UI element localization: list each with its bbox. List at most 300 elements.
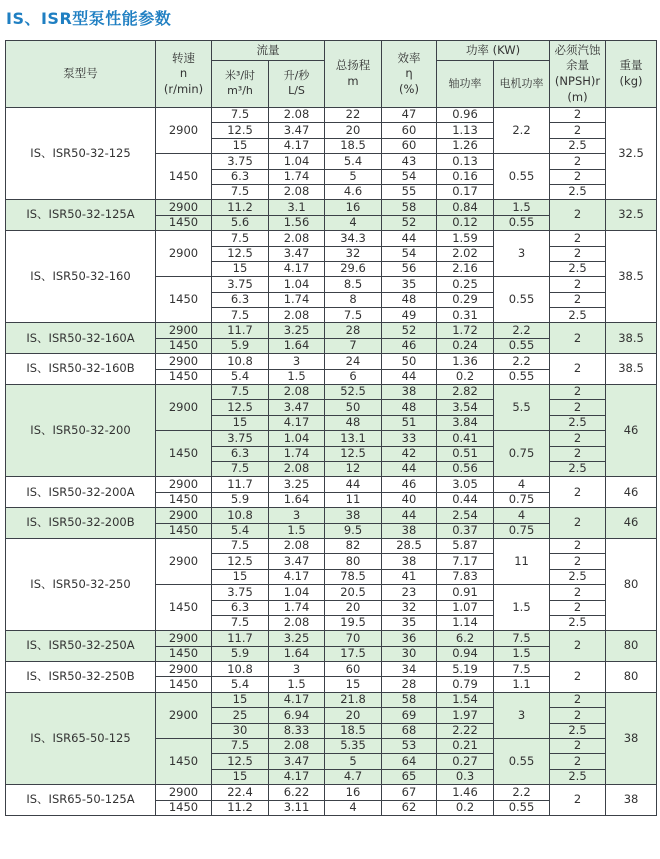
- flow-m3h-cell: 25: [212, 708, 269, 723]
- flow-m3h-cell: 11.2: [212, 800, 269, 815]
- motor-power-cell: 5.5: [494, 385, 550, 431]
- efficiency-cell: 23: [382, 585, 437, 600]
- head-cell: 13.1: [325, 431, 382, 446]
- motor-power-cell: 3: [494, 692, 550, 738]
- head-cell: 28: [325, 323, 382, 338]
- flow-ls-cell: 2.08: [269, 108, 325, 123]
- flow-m3h-cell: 6.3: [212, 600, 269, 615]
- model-cell: IS、ISR50-32-160A: [6, 323, 156, 354]
- model-cell: IS、ISR65-50-125A: [6, 785, 156, 816]
- shaft-power-cell: 0.79: [437, 677, 494, 692]
- flow-ls-cell: 1.64: [269, 646, 325, 661]
- shaft-power-cell: 6.2: [437, 631, 494, 646]
- flow-m3h-cell: 22.4: [212, 785, 269, 800]
- weight-cell: 80: [606, 631, 657, 662]
- npsh-cell: 2: [550, 246, 606, 261]
- header-motor-power: 电机功率: [494, 61, 550, 108]
- motor-power-cell: 0.75: [494, 492, 550, 507]
- head-cell: 16: [325, 200, 382, 215]
- shaft-power-cell: 0.24: [437, 338, 494, 353]
- flow-m3h-cell: 7.5: [212, 461, 269, 476]
- speed-cell: 1450: [156, 585, 212, 631]
- shaft-power-cell: 2.16: [437, 261, 494, 276]
- motor-power-cell: 0.55: [494, 369, 550, 384]
- flow-m3h-cell: 5.4: [212, 523, 269, 538]
- efficiency-cell: 58: [382, 692, 437, 707]
- flow-ls-cell: 1.74: [269, 600, 325, 615]
- weight-cell: 80: [606, 662, 657, 693]
- speed-cell: 2900: [156, 538, 212, 584]
- efficiency-cell: 41: [382, 569, 437, 584]
- flow-ls-cell: 1.74: [269, 292, 325, 307]
- flow-ls-cell: 2.08: [269, 739, 325, 754]
- flow-m3h-cell: 7.5: [212, 385, 269, 400]
- efficiency-cell: 48: [382, 292, 437, 307]
- flow-ls-cell: 1.04: [269, 154, 325, 169]
- shaft-power-cell: 2.02: [437, 246, 494, 261]
- head-cell: 8: [325, 292, 382, 307]
- motor-power-cell: 7.5: [494, 662, 550, 677]
- head-cell: 4: [325, 215, 382, 230]
- npsh-cell: 2: [550, 108, 606, 123]
- header-model: 泵型号: [6, 41, 156, 108]
- flow-m3h-cell: 3.75: [212, 154, 269, 169]
- head-cell: 44: [325, 477, 382, 492]
- speed-cell: 2900: [156, 108, 212, 154]
- efficiency-cell: 44: [382, 508, 437, 523]
- speed-cell: 2900: [156, 231, 212, 277]
- efficiency-cell: 50: [382, 354, 437, 369]
- efficiency-cell: 40: [382, 492, 437, 507]
- efficiency-cell: 35: [382, 277, 437, 292]
- speed-cell: 2900: [156, 323, 212, 338]
- speed-cell: 1450: [156, 677, 212, 692]
- flow-ls-cell: 4.17: [269, 138, 325, 153]
- head-cell: 15: [325, 677, 382, 692]
- flow-ls-cell: 3.47: [269, 400, 325, 415]
- speed-cell: 1450: [156, 277, 212, 323]
- flow-m3h-cell: 12.5: [212, 754, 269, 769]
- table-row: [6, 108, 657, 123]
- weight-cell: 32.5: [606, 200, 657, 231]
- npsh-cell: 2.5: [550, 261, 606, 276]
- flow-m3h-cell: 15: [212, 569, 269, 584]
- flow-m3h-cell: 11.7: [212, 631, 269, 646]
- flow-m3h-cell: 5.4: [212, 677, 269, 692]
- flow-ls-cell: 2.08: [269, 615, 325, 630]
- flow-ls-cell: 3.47: [269, 246, 325, 261]
- efficiency-cell: 48: [382, 400, 437, 415]
- flow-ls-cell: 3.25: [269, 477, 325, 492]
- flow-m3h-cell: 6.3: [212, 169, 269, 184]
- efficiency-cell: 54: [382, 246, 437, 261]
- flow-ls-cell: 3.1: [269, 200, 325, 215]
- head-cell: 9.5: [325, 523, 382, 538]
- flow-ls-cell: 1.74: [269, 446, 325, 461]
- npsh-cell: 2: [550, 554, 606, 569]
- motor-power-cell: 0.75: [494, 523, 550, 538]
- flow-m3h-cell: 12.5: [212, 246, 269, 261]
- speed-cell: 2900: [156, 354, 212, 369]
- npsh-cell: 2: [550, 477, 606, 508]
- header-flow-ls: 升/秒 L/S: [269, 61, 325, 108]
- npsh-cell: 2: [550, 708, 606, 723]
- shaft-power-cell: 1.59: [437, 231, 494, 246]
- head-cell: 29.6: [325, 261, 382, 276]
- head-cell: 6: [325, 369, 382, 384]
- header-flow: 流量: [212, 41, 325, 61]
- shaft-power-cell: 1.97: [437, 708, 494, 723]
- flow-m3h-cell: 3.75: [212, 585, 269, 600]
- model-cell: IS、ISR50-32-250B: [6, 662, 156, 693]
- shaft-power-cell: 0.94: [437, 646, 494, 661]
- model-cell: IS、ISR50-32-160: [6, 231, 156, 323]
- npsh-cell: 2: [550, 400, 606, 415]
- shaft-power-cell: 0.96: [437, 108, 494, 123]
- model-cell: IS、ISR50-32-250: [6, 538, 156, 630]
- shaft-power-cell: 0.41: [437, 431, 494, 446]
- shaft-power-cell: 1.26: [437, 138, 494, 153]
- flow-m3h-cell: 5.4: [212, 369, 269, 384]
- head-cell: 18.5: [325, 138, 382, 153]
- flow-m3h-cell: 5.6: [212, 215, 269, 230]
- table-row: [6, 631, 657, 646]
- head-cell: 50: [325, 400, 382, 415]
- flow-ls-cell: 8.33: [269, 723, 325, 738]
- flow-m3h-cell: 5.9: [212, 646, 269, 661]
- shaft-power-cell: 3.05: [437, 477, 494, 492]
- efficiency-cell: 53: [382, 739, 437, 754]
- flow-ls-cell: 4.17: [269, 415, 325, 430]
- motor-power-cell: 1.1: [494, 677, 550, 692]
- shaft-power-cell: 1.36: [437, 354, 494, 369]
- efficiency-cell: 69: [382, 708, 437, 723]
- npsh-cell: 2: [550, 123, 606, 138]
- npsh-cell: 2: [550, 692, 606, 707]
- speed-cell: 2900: [156, 631, 212, 646]
- flow-m3h-cell: 6.3: [212, 292, 269, 307]
- motor-power-cell: 0.55: [494, 338, 550, 353]
- efficiency-cell: 54: [382, 169, 437, 184]
- flow-m3h-cell: 7.5: [212, 739, 269, 754]
- flow-ls-cell: 6.94: [269, 708, 325, 723]
- flow-m3h-cell: 10.8: [212, 508, 269, 523]
- weight-cell: 46: [606, 508, 657, 539]
- motor-power-cell: 0.55: [494, 154, 550, 200]
- efficiency-cell: 33: [382, 431, 437, 446]
- head-cell: 12: [325, 461, 382, 476]
- motor-power-cell: 1.5: [494, 585, 550, 631]
- efficiency-cell: 35: [382, 615, 437, 630]
- speed-cell: 1450: [156, 523, 212, 538]
- header-power: 功率 (KW): [437, 41, 550, 61]
- head-cell: 7: [325, 338, 382, 353]
- flow-ls-cell: 2.08: [269, 461, 325, 476]
- efficiency-cell: 44: [382, 461, 437, 476]
- efficiency-cell: 42: [382, 446, 437, 461]
- shaft-power-cell: 5.87: [437, 538, 494, 553]
- flow-ls-cell: 2.08: [269, 385, 325, 400]
- shaft-power-cell: 0.37: [437, 523, 494, 538]
- flow-m3h-cell: 5.9: [212, 492, 269, 507]
- flow-m3h-cell: 15: [212, 261, 269, 276]
- head-cell: 34.3: [325, 231, 382, 246]
- efficiency-cell: 65: [382, 769, 437, 784]
- efficiency-cell: 62: [382, 800, 437, 815]
- efficiency-cell: 51: [382, 415, 437, 430]
- npsh-cell: 2: [550, 585, 606, 600]
- motor-power-cell: 4: [494, 477, 550, 492]
- flow-ls-cell: 1.64: [269, 338, 325, 353]
- motor-power-cell: 2.2: [494, 354, 550, 369]
- pump-spec-table-wrapper: [5, 40, 656, 816]
- speed-cell: 1450: [156, 369, 212, 384]
- flow-m3h-cell: 5.9: [212, 338, 269, 353]
- shaft-power-cell: 3.84: [437, 415, 494, 430]
- npsh-cell: 2: [550, 385, 606, 400]
- efficiency-cell: 55: [382, 184, 437, 199]
- flow-ls-cell: 2.08: [269, 308, 325, 323]
- head-cell: 5: [325, 169, 382, 184]
- head-cell: 17.5: [325, 646, 382, 661]
- flow-m3h-cell: 7.5: [212, 108, 269, 123]
- table-row: [6, 692, 657, 707]
- flow-ls-cell: 4.17: [269, 769, 325, 784]
- flow-ls-cell: 1.04: [269, 585, 325, 600]
- flow-m3h-cell: 15: [212, 692, 269, 707]
- motor-power-cell: 1.5: [494, 200, 550, 215]
- speed-cell: 2900: [156, 662, 212, 677]
- npsh-cell: 2.5: [550, 769, 606, 784]
- npsh-cell: 2: [550, 785, 606, 816]
- motor-power-cell: 3: [494, 231, 550, 277]
- shaft-power-cell: 0.16: [437, 169, 494, 184]
- flow-m3h-cell: 10.8: [212, 354, 269, 369]
- npsh-cell: 2.5: [550, 308, 606, 323]
- shaft-power-cell: 0.27: [437, 754, 494, 769]
- flow-ls-cell: 3.47: [269, 754, 325, 769]
- flow-m3h-cell: 10.8: [212, 662, 269, 677]
- efficiency-cell: 38: [382, 554, 437, 569]
- npsh-cell: 2.5: [550, 461, 606, 476]
- npsh-cell: 2: [550, 431, 606, 446]
- flow-m3h-cell: 7.5: [212, 308, 269, 323]
- npsh-cell: 2.5: [550, 184, 606, 199]
- efficiency-cell: 68: [382, 723, 437, 738]
- weight-cell: 32.5: [606, 108, 657, 200]
- flow-ls-cell: 2.08: [269, 231, 325, 246]
- motor-power-cell: 0.75: [494, 431, 550, 477]
- head-cell: 19.5: [325, 615, 382, 630]
- motor-power-cell: 2.2: [494, 785, 550, 800]
- head-cell: 60: [325, 662, 382, 677]
- efficiency-cell: 36: [382, 631, 437, 646]
- speed-cell: 2900: [156, 200, 212, 215]
- motor-power-cell: 1.5: [494, 646, 550, 661]
- head-cell: 52.5: [325, 385, 382, 400]
- weight-cell: 80: [606, 538, 657, 630]
- head-cell: 38: [325, 508, 382, 523]
- efficiency-cell: 38: [382, 385, 437, 400]
- header-efficiency: 效率 η (%): [382, 41, 437, 108]
- flow-ls-cell: 4.17: [269, 261, 325, 276]
- shaft-power-cell: 7.17: [437, 554, 494, 569]
- flow-m3h-cell: 12.5: [212, 123, 269, 138]
- head-cell: 32: [325, 246, 382, 261]
- motor-power-cell: 0.55: [494, 800, 550, 815]
- speed-cell: 1450: [156, 338, 212, 353]
- table-row: [6, 323, 657, 338]
- speed-cell: 2900: [156, 385, 212, 431]
- efficiency-cell: 56: [382, 261, 437, 276]
- npsh-cell: 2: [550, 600, 606, 615]
- table-row: [6, 354, 657, 369]
- flow-ls-cell: 2.08: [269, 538, 325, 553]
- head-cell: 20: [325, 708, 382, 723]
- npsh-cell: 2: [550, 662, 606, 693]
- shaft-power-cell: 1.54: [437, 692, 494, 707]
- shaft-power-cell: 1.14: [437, 615, 494, 630]
- shaft-power-cell: 5.19: [437, 662, 494, 677]
- flow-ls-cell: 6.22: [269, 785, 325, 800]
- shaft-power-cell: 7.83: [437, 569, 494, 584]
- speed-cell: 1450: [156, 492, 212, 507]
- flow-ls-cell: 1.5: [269, 523, 325, 538]
- model-cell: IS、ISR50-32-125A: [6, 200, 156, 231]
- head-cell: 80: [325, 554, 382, 569]
- flow-ls-cell: 3.47: [269, 554, 325, 569]
- table-row: [6, 538, 657, 553]
- efficiency-cell: 60: [382, 123, 437, 138]
- flow-ls-cell: 1.04: [269, 431, 325, 446]
- flow-ls-cell: 1.64: [269, 492, 325, 507]
- head-cell: 18.5: [325, 723, 382, 738]
- speed-cell: 2900: [156, 692, 212, 738]
- head-cell: 12.5: [325, 446, 382, 461]
- efficiency-cell: 34: [382, 662, 437, 677]
- shaft-power-cell: 0.29: [437, 292, 494, 307]
- motor-power-cell: 2.2: [494, 323, 550, 338]
- npsh-cell: 2: [550, 231, 606, 246]
- motor-power-cell: 7.5: [494, 631, 550, 646]
- npsh-cell: 2: [550, 354, 606, 385]
- flow-m3h-cell: 7.5: [212, 184, 269, 199]
- npsh-cell: 2: [550, 200, 606, 231]
- shaft-power-cell: 0.91: [437, 585, 494, 600]
- motor-power-cell: 0.55: [494, 215, 550, 230]
- npsh-cell: 2.5: [550, 569, 606, 584]
- motor-power-cell: 2.2: [494, 108, 550, 154]
- flow-m3h-cell: 15: [212, 769, 269, 784]
- speed-cell: 2900: [156, 785, 212, 800]
- weight-cell: 38.5: [606, 323, 657, 354]
- shaft-power-cell: 0.2: [437, 369, 494, 384]
- npsh-cell: 2.5: [550, 615, 606, 630]
- efficiency-cell: 47: [382, 108, 437, 123]
- header-flow-m3h: 米³/时 m³/h: [212, 61, 269, 108]
- efficiency-cell: 44: [382, 231, 437, 246]
- flow-m3h-cell: 11.7: [212, 323, 269, 338]
- head-cell: 5: [325, 754, 382, 769]
- efficiency-cell: 49: [382, 308, 437, 323]
- flow-ls-cell: 3: [269, 662, 325, 677]
- flow-m3h-cell: 12.5: [212, 554, 269, 569]
- flow-ls-cell: 2.08: [269, 184, 325, 199]
- flow-m3h-cell: 7.5: [212, 615, 269, 630]
- weight-cell: 38.5: [606, 231, 657, 323]
- shaft-power-cell: 0.12: [437, 215, 494, 230]
- flow-ls-cell: 3.11: [269, 800, 325, 815]
- table-row: [6, 477, 657, 492]
- shaft-power-cell: 0.21: [437, 739, 494, 754]
- shaft-power-cell: 0.17: [437, 184, 494, 199]
- head-cell: 7.5: [325, 308, 382, 323]
- npsh-cell: 2.5: [550, 723, 606, 738]
- flow-m3h-cell: 6.3: [212, 446, 269, 461]
- shaft-power-cell: 0.56: [437, 461, 494, 476]
- header-head: 总扬程 m: [325, 41, 382, 108]
- efficiency-cell: 67: [382, 785, 437, 800]
- npsh-cell: 2.5: [550, 415, 606, 430]
- head-cell: 4: [325, 800, 382, 815]
- flow-ls-cell: 3: [269, 354, 325, 369]
- table-row: [6, 508, 657, 523]
- head-cell: 20: [325, 600, 382, 615]
- shaft-power-cell: 0.25: [437, 277, 494, 292]
- npsh-cell: 2: [550, 508, 606, 539]
- npsh-cell: 2: [550, 154, 606, 169]
- flow-ls-cell: 1.04: [269, 277, 325, 292]
- head-cell: 21.8: [325, 692, 382, 707]
- head-cell: 70: [325, 631, 382, 646]
- head-cell: 24: [325, 354, 382, 369]
- shaft-power-cell: 1.13: [437, 123, 494, 138]
- head-cell: 78.5: [325, 569, 382, 584]
- shaft-power-cell: 3.54: [437, 400, 494, 415]
- table-row: [6, 385, 657, 400]
- npsh-cell: 2.5: [550, 138, 606, 153]
- header-npsh: 必须汽蚀 余量 (NPSH)r (m): [550, 41, 606, 108]
- model-cell: IS、ISR50-32-250A: [6, 631, 156, 662]
- flow-ls-cell: 3.25: [269, 631, 325, 646]
- flow-ls-cell: 4.17: [269, 692, 325, 707]
- header-weight: 重量 (kg): [606, 41, 657, 108]
- npsh-cell: 2: [550, 754, 606, 769]
- npsh-cell: 2: [550, 631, 606, 662]
- head-cell: 22: [325, 108, 382, 123]
- model-cell: IS、ISR65-50-125: [6, 692, 156, 784]
- model-cell: IS、ISR50-32-200: [6, 385, 156, 477]
- shaft-power-cell: 1.46: [437, 785, 494, 800]
- shaft-power-cell: 0.3: [437, 769, 494, 784]
- flow-m3h-cell: 7.5: [212, 231, 269, 246]
- efficiency-cell: 44: [382, 369, 437, 384]
- page-title: IS、ISR型泵性能参数: [6, 9, 172, 28]
- shaft-power-cell: 1.72: [437, 323, 494, 338]
- flow-ls-cell: 1.5: [269, 369, 325, 384]
- motor-power-cell: 0.55: [494, 277, 550, 323]
- pump-spec-table: [5, 40, 657, 816]
- motor-power-cell: 0.55: [494, 739, 550, 785]
- flow-ls-cell: 1.74: [269, 169, 325, 184]
- flow-m3h-cell: 3.75: [212, 277, 269, 292]
- head-cell: 11: [325, 492, 382, 507]
- head-cell: 20.5: [325, 585, 382, 600]
- speed-cell: 1450: [156, 154, 212, 200]
- efficiency-cell: 52: [382, 215, 437, 230]
- speed-cell: 1450: [156, 215, 212, 230]
- table-row: [6, 200, 657, 215]
